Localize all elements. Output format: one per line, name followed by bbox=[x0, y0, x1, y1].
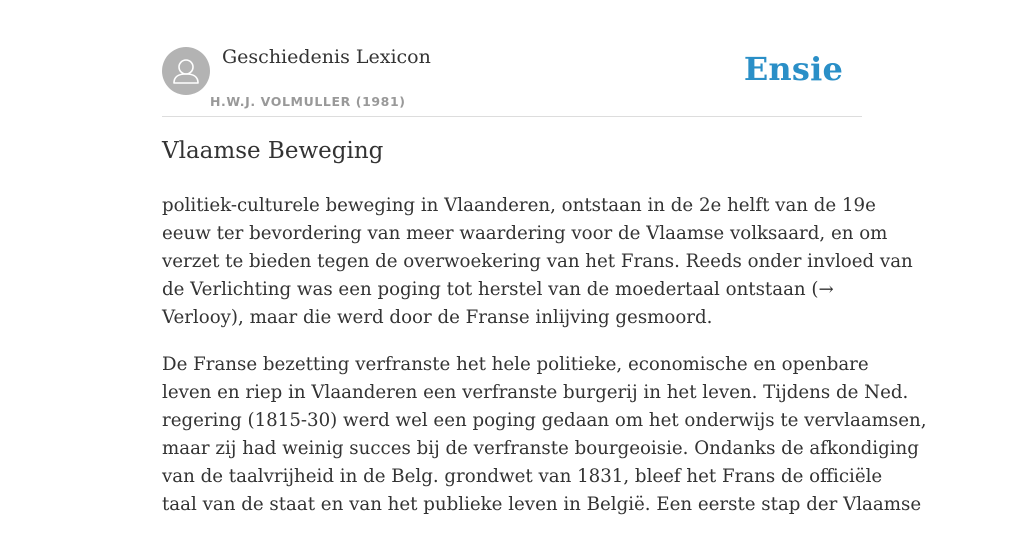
text-line: taal van de staat en van het publieke leven in België. Een eerste stap der Vlaamse bbox=[162, 494, 922, 515]
text-line: maar zij had weinig succes bij de verfranste bourgeoisie. Ondanks de afkondiging bbox=[162, 438, 919, 459]
text-line: eeuw ter bevordering van meer waardering voor de Vlaamse volksaard, en om bbox=[162, 223, 888, 244]
author-credit[interactable]: H.W.J. VOLMULLER (1981) bbox=[210, 94, 406, 109]
paragraph bbox=[162, 351, 927, 519]
page-header bbox=[162, 44, 862, 117]
article-body bbox=[162, 192, 927, 538]
text-line: van de taalvrijheid in de Belg. grondwet van 1831, bleef het Frans de officiële bbox=[162, 466, 883, 487]
paragraph bbox=[162, 192, 913, 332]
text-line: regering (1815-30) werd wel een poging gedaan om het onderwijs te vervlaamsen, bbox=[162, 410, 927, 431]
ensie-logo[interactable]: Ensie bbox=[743, 50, 843, 88]
text-line: De Franse bezetting verfranste het hele politieke, economische en openbare bbox=[162, 354, 869, 375]
avatar bbox=[162, 47, 210, 95]
text-line: politiek-culturele beweging in Vlaanderen, ontstaan in de 2e helft van de 19e bbox=[162, 195, 876, 216]
article-title: Vlaamse Beweging bbox=[162, 138, 384, 164]
user-silhouette-icon bbox=[162, 47, 210, 95]
book-title[interactable]: Geschiedenis Lexicon bbox=[222, 46, 431, 68]
text-line: verzet te bieden tegen de overwoekering van het Frans. Reeds onder invloed van bbox=[162, 251, 913, 272]
text-line: de Verlichting was een poging tot herstel van de moedertaal ontstaan (→ bbox=[162, 279, 834, 300]
text-line: leven en riep in Vlaanderen een verfranste burgerij in het leven. Tijdens de Ned. bbox=[162, 382, 909, 403]
text-line: Verlooy), maar die werd door de Franse inlijving gesmoord. bbox=[162, 307, 713, 328]
